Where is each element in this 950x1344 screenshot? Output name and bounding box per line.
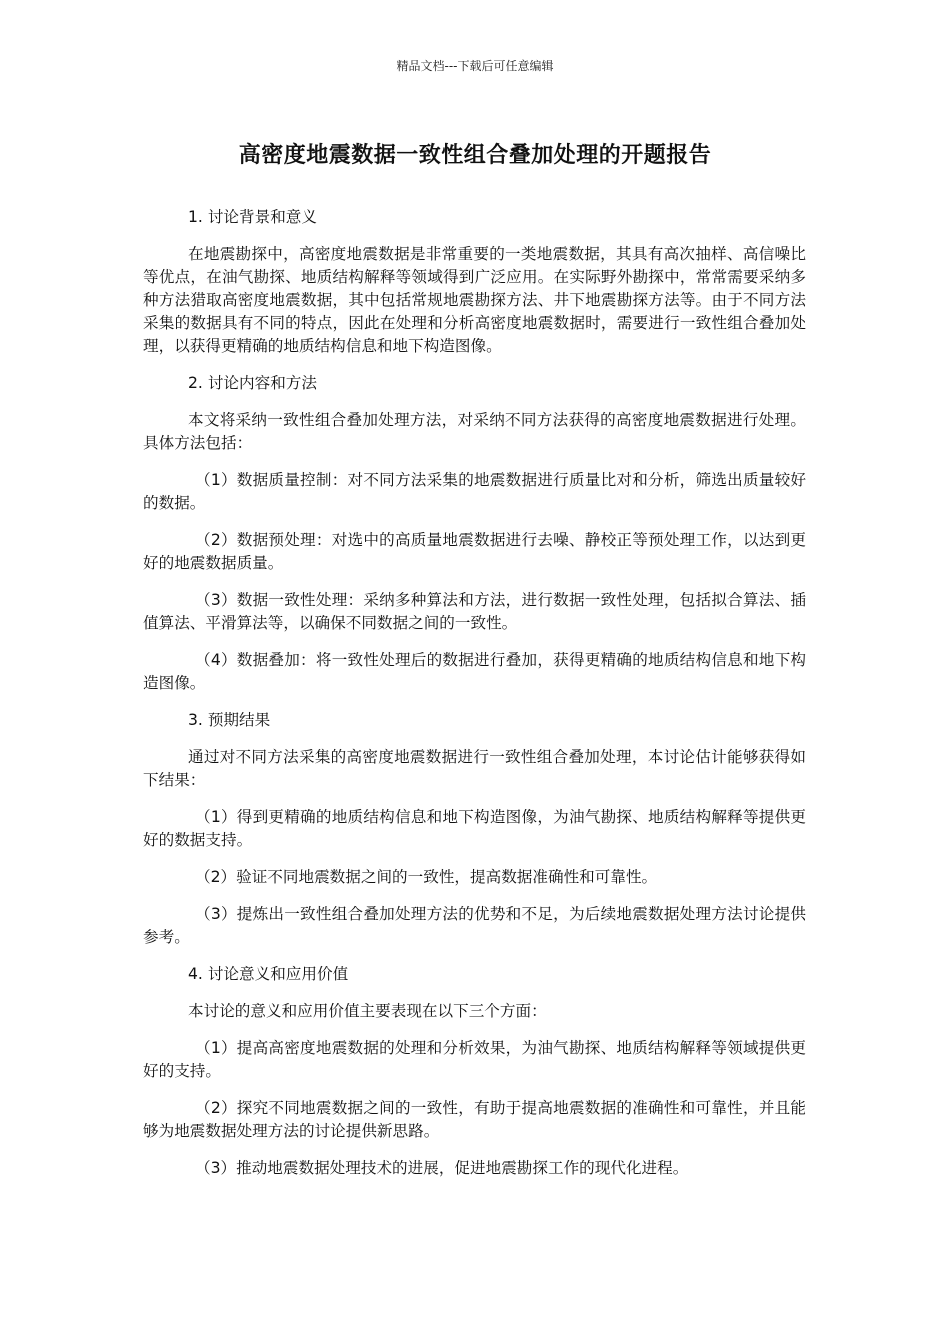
section-3-paragraph: 通过对不同方法采集的高密度地震数据进行一致性组合叠加处理，本讨论估计能够获得如下结果： [143, 748, 806, 789]
section-1-heading: 1. 讨论背景和意义 [188, 208, 317, 226]
header-note: 精品文档---下载后可任意编辑 [396, 59, 554, 73]
section-1-paragraph: 在地震勘探中，高密度地震数据是非常重要的一类地震数据，其具有高次抽样、高信噪比等优点，在油气勘探、地质结构解释等领域得到广泛应用。在实际野外勘探中，常常需要采纳多种方法猎取高密度地震数据，其中包括常规地震勘探方法、井下地震勘探方法等。由于不同方法采集的数据具有不同的特点，因此在处理和分析高密度地震数据时，需要进行一致性组合叠加处理，以获得更精确的地质结构信息和地下构造图像。 [143, 245, 806, 355]
section-3-item-2: （2）验证不同地震数据之间的一致性，提高数据准确性和可靠性。 [195, 868, 658, 886]
document-title: 高密度地震数据一致性组合叠加处理的开题报告 [238, 143, 712, 168]
section-4-heading: 4. 讨论意义和应用价值 [188, 965, 349, 983]
section-4-item-3: （3）推动地震数据处理技术的进展，促进地震勘探工作的现代化进程。 [195, 1159, 689, 1177]
section-2-item-3: （3）数据一致性处理：采纳多种算法和方法，进行数据一致性处理，包括拟合算法、插值算法、平滑算法等，以确保不同数据之间的一致性。 [143, 591, 806, 632]
section-3-heading: 3. 预期结果 [188, 711, 271, 729]
section-4-item-2: （2）探究不同地震数据之间的一致性，有助于提高地震数据的准确性和可靠性，并且能够为地震数据处理方法的讨论提供新思路。 [143, 1099, 806, 1140]
section-2-paragraph: 本文将采纳一致性组合叠加处理方法，对采纳不同方法获得的高密度地震数据进行处理。具体方法包括： [143, 411, 806, 452]
section-3-item-1: （1）得到更精确的地质结构信息和地下构造图像，为油气勘探、地质结构解释等提供更好的数据支持。 [143, 808, 806, 849]
section-4-paragraph: 本讨论的意义和应用价值主要表现在以下三个方面： [188, 1002, 547, 1020]
section-3-item-3: （3）提炼出一致性组合叠加处理方法的优势和不足，为后续地震数据处理方法讨论提供参考。 [143, 905, 806, 946]
section-2-item-2: （2）数据预处理：对选中的高质量地震数据进行去噪、静校正等预处理工作，以达到更好的地震数据质量。 [143, 531, 806, 572]
section-2-item-4: （4）数据叠加：将一致性处理后的数据进行叠加，获得更精确的地质结构信息和地下构造图像。 [143, 651, 806, 692]
document-body [143, 206, 806, 1194]
section-2-heading: 2. 讨论内容和方法 [188, 374, 317, 392]
section-4-item-1: （1）提高高密度地震数据的处理和分析效果，为油气勘探、地质结构解释等领域提供更好的支持。 [143, 1039, 806, 1080]
section-2-item-1: （1）数据质量控制：对不同方法采集的地震数据进行质量比对和分析，筛选出质量较好的数据。 [143, 471, 806, 512]
